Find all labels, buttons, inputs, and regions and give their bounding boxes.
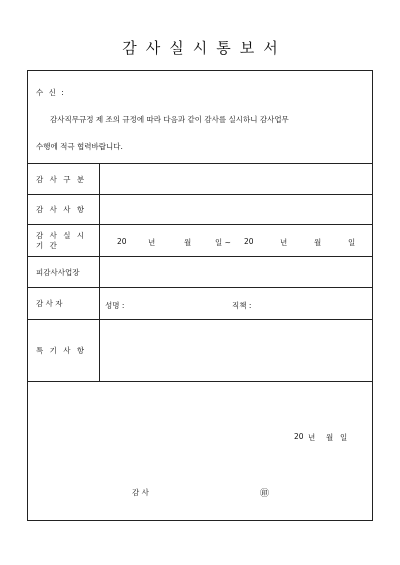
intro-text-line-1: 감사직무규정 제 조의 규정에 따라 다음과 같이 감사를 실시하니 감사업무: [50, 115, 289, 124]
intro-text-line-2: 수행에 적극 협력바랍니다.: [36, 142, 123, 151]
special-notes-label: 특 기 사 항: [28, 320, 100, 381]
intro-section: [28, 71, 372, 164]
audit-period-label-line-2: 기 간: [36, 240, 59, 250]
audit-notice-form: [27, 70, 373, 521]
recipient-label: 수 신 :: [36, 88, 66, 97]
audit-period-field[interactable]: [100, 225, 372, 256]
auditor-row: [28, 288, 372, 320]
audit-type-row: [28, 164, 372, 195]
signer-label: 감 사: [132, 488, 149, 497]
signature-date-day-unit: 일: [340, 433, 348, 442]
period-end-year-prefix: 20: [244, 237, 254, 246]
period-start-year-unit: 년: [148, 238, 156, 247]
special-notes-field[interactable]: [100, 320, 372, 381]
audit-matters-row: [28, 195, 372, 225]
auditor-field[interactable]: [100, 288, 372, 319]
audit-type-field[interactable]: [100, 164, 372, 194]
period-end-year-unit: 년: [280, 238, 288, 247]
auditor-name-label: 성명 :: [105, 301, 125, 310]
audit-period-row: [28, 225, 372, 257]
audit-period-label: [28, 225, 100, 256]
period-end-day-unit: 일: [348, 238, 356, 247]
period-start-month-unit: 월: [184, 238, 192, 247]
document-title: 감사실시통보서: [122, 39, 287, 57]
signature-section: [28, 382, 372, 522]
audit-matters-field[interactable]: [100, 195, 372, 224]
signature-date-year-unit: 년: [308, 433, 316, 442]
auditor-position-label: 직책 :: [232, 301, 252, 310]
audit-period-label-line-1: 감 사 실 시: [36, 230, 87, 240]
audited-office-label: 피감사사업장: [28, 257, 100, 287]
audited-office-field[interactable]: [100, 257, 372, 287]
audit-matters-label: 감 사 사 항: [28, 195, 100, 224]
period-start-year-prefix: 20: [117, 237, 127, 246]
period-start-day-unit: 일 ~: [215, 238, 231, 247]
audited-office-row: [28, 257, 372, 288]
special-notes-row: [28, 320, 372, 382]
audit-type-label: 감 사 구 분: [28, 164, 100, 194]
auditor-label: 감 사 자: [28, 288, 100, 319]
signature-date-month-unit: 월: [326, 433, 334, 442]
period-end-month-unit: 월: [314, 238, 322, 247]
signature-date-year-prefix: 20: [294, 432, 304, 441]
seal-icon: ㊞: [260, 489, 270, 499]
